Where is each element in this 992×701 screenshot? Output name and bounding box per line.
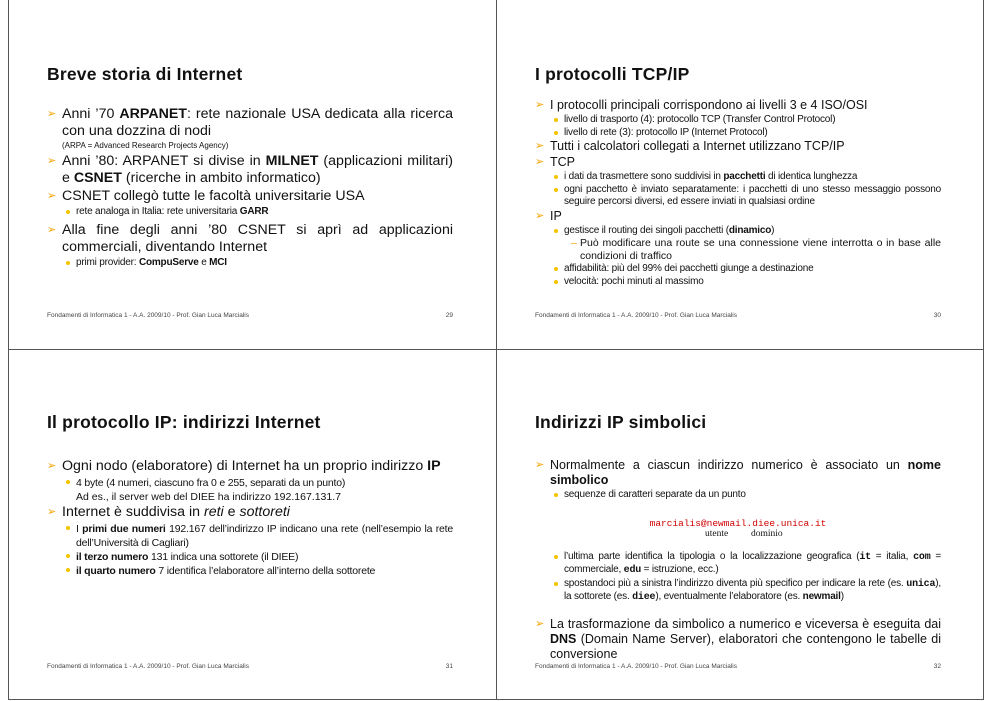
dot-bullet-icon (554, 175, 558, 179)
arrow-bullet-icon: ➢ (47, 223, 57, 236)
slide-body (47, 458, 453, 578)
dot-bullet-icon (66, 261, 70, 265)
sub-bullet-transport: livello di trasporto (4): protocollo TCP (Transfer Control Protocol) (535, 114, 941, 127)
arrow-bullet-icon: ➢ (535, 140, 545, 152)
bullet-protocols: ➢ I protocolli principali corrispondono ai livelli 3 e 4 ISO/OSI (535, 98, 868, 112)
email-labels (535, 529, 941, 541)
bullet-csnet: ➢ CSNET collegò tutte le facoltà universitarie USA (47, 188, 365, 204)
slide-title: Indirizzi IP simbolici (535, 412, 707, 432)
sub-bullet-reliability: affidabilità: più del 99% dei pacchetti giunge a destinazione (535, 263, 941, 276)
sub-bullet-speed: velocità: pochi minuti al massimo (535, 276, 941, 289)
bullet-tcpip: ➢ Tutti i calcolatori collegati a Internet utilizzano TCP/IP (535, 139, 845, 153)
arrow-bullet-icon: ➢ (47, 506, 57, 518)
dot-bullet-icon (554, 493, 558, 497)
sub-bullet-sequences: sequenze di caratteri separate da un punto (535, 489, 941, 502)
slide-footer: Fondamenti di Informatica 1 - A.A. 2009/10 - Prof. Gian Luca Marcialis 30 (535, 312, 941, 319)
slide-29 (9, 0, 497, 349)
dash-bullet-icon: – (571, 237, 577, 249)
sub-bullet-network: livello di rete (3): protocollo IP (Internet Protocol) (535, 127, 941, 140)
arrow-bullet-icon: ➢ (47, 108, 57, 120)
sub-bullet-garr: rete analoga in Italia: rete universitaria GARR (47, 206, 453, 219)
dot-bullet-icon (66, 554, 70, 558)
sub-bullet-separate: ogni pacchetto è inviato separatamente: i pacchetti di uno stesso messaggio possono seguire percorsi diversi, ed essere inviati in qualsiasi ordine (535, 184, 941, 209)
bullet-arpanet: ➢ Anni ’70 ARPANET: rete nazionale USA dedicata alla ricerca con una dozzina di nodi (47, 106, 454, 139)
bullet-commercial: ➢ Alla fine degli anni ’80 CSNET si aprì ad applicazioni commerciali, diventando Internet (47, 221, 453, 255)
dot-bullet-icon (554, 555, 558, 559)
slide-body (47, 106, 453, 269)
bullet-milnet: ➢ Anni ’80: ARPANET si divise in MILNET (applicazioni militari) e CSNET (ricerche in ambito informatico) (47, 153, 453, 186)
sub-sub-bullet-route: – Può modificare una route se una connessione viene interrotta o in base alle condizioni di traffico (571, 237, 941, 262)
page-number: 31 (445, 663, 453, 670)
dot-bullet-icon (66, 480, 70, 484)
sub-bullet-specific: spostandoci più a sinistra l’indirizzo diventa più specifico per indicare la rete (es. unica), la sottorete (es. diee), eventualmente l’elaboratore (es. newmail) (535, 578, 941, 605)
slide-title: Il protocollo IP: indirizzi Internet (47, 412, 321, 432)
user-label: utente (705, 528, 729, 539)
dot-bullet-icon (554, 267, 558, 271)
dot-bullet-icon (66, 526, 70, 530)
arrow-bullet-icon: ➢ (47, 460, 57, 472)
dot-bullet-icon (554, 131, 558, 135)
page-number: 29 (445, 312, 453, 319)
sub-bullet-third: il terzo numero 131 indica una sottorete (il DIEE) (47, 550, 453, 564)
dot-bullet-icon (554, 188, 558, 192)
sub-bullet-first-two: I primi due numeri 192.167 dell’indirizzo IP indicano una rete (nell’esempio la rete dell’Università di Cagliari) (47, 522, 453, 550)
example-line: Ad es., il server web del DIEE ha indirizzo 192.167.131.7 (76, 491, 341, 503)
sub-bullet-last-part: l’ultima parte identifica la tipologia o la localizzazione geografica (it = italia, com = commerciale, edu = istruzione, ecc.) (535, 551, 941, 578)
arrow-bullet-icon: ➢ (535, 209, 545, 222)
slide-title: I protocolli TCP/IP (535, 64, 690, 84)
arrow-bullet-icon: ➢ (535, 459, 545, 471)
arrow-bullet-icon: ➢ (47, 190, 57, 202)
slide-title: Breve storia di Internet (47, 64, 243, 84)
bullet-ip: ➢ IP (535, 208, 562, 223)
slide-body (535, 98, 941, 288)
dot-bullet-icon (554, 582, 558, 586)
bullet-node-address: ➢ Ogni nodo (elaboratore) di Internet ha un proprio indirizzo IP (47, 458, 441, 474)
arpa-note: (ARPA = Advanced Research Projects Agency) (62, 141, 229, 150)
bullet-dns: ➢ La trasformazione da simbolico a numerico e viceversa è eseguita dai DNS (Domain Name Server), elaboratori che contengono le tabelle di conversione (535, 616, 941, 661)
arrow-bullet-icon: ➢ (47, 155, 57, 167)
dot-bullet-icon (554, 280, 558, 284)
slide-32 (497, 350, 985, 699)
slide-footer: Fondamenti di Informatica 1 - A.A. 2009/10 - Prof. Gian Luca Marcialis 29 (47, 312, 453, 319)
slide-body (535, 458, 941, 663)
bullet-symbolic-name: ➢ Normalmente a ciascun indirizzo numerico è associato un nome simbolico (535, 458, 941, 487)
sub-bullet-4byte: 4 byte (4 numeri, ciascuno fra 0 e 255, separati da un punto) (47, 476, 453, 490)
bullet-tcp: ➢ TCP (535, 155, 575, 169)
slide-31 (9, 350, 497, 699)
arrow-bullet-icon: ➢ (535, 99, 545, 111)
email-example: marcialis@newmail.diee.unica.it (649, 517, 827, 529)
slide-footer: Fondamenti di Informatica 1 - A.A. 2009/10 - Prof. Gian Luca Marcialis 31 (47, 663, 453, 670)
sub-bullet-routing: gestisce il routing dei singoli pacchetti (dinamico) (535, 225, 941, 238)
sub-bullet-packets: i dati da trasmettere sono suddivisi in pacchetti di identica lunghezza (535, 171, 941, 184)
domain-label: dominio (751, 528, 783, 539)
dot-bullet-icon (66, 210, 70, 214)
dot-bullet-icon (66, 568, 70, 572)
slide-30 (497, 0, 985, 349)
sub-bullet-providers: primi provider: CompuServe e MCI (47, 257, 453, 270)
page-number: 32 (933, 663, 941, 670)
page-number: 30 (933, 312, 941, 319)
sub-bullet-fourth: il quarto numero 7 identifica l’elaboratore all’interno della sottorete (47, 564, 453, 578)
bullet-networks: ➢ Internet è suddivisa in reti e sottoreti (47, 504, 290, 520)
dot-bullet-icon (554, 118, 558, 122)
slide-footer: Fondamenti di Informatica 1 - A.A. 2009/10 - Prof. Gian Luca Marcialis 32 (535, 663, 941, 670)
arrow-bullet-icon: ➢ (535, 617, 545, 630)
dot-bullet-icon (554, 229, 558, 233)
arrow-bullet-icon: ➢ (535, 156, 545, 168)
